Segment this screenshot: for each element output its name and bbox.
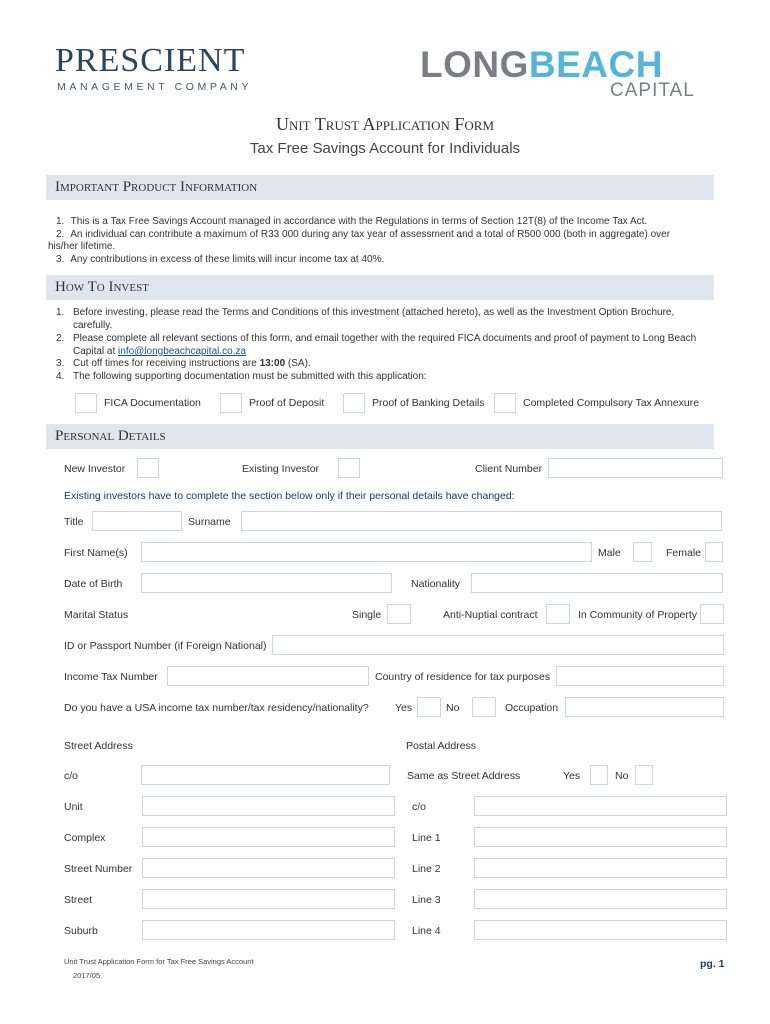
howto-num-2: 2. xyxy=(56,333,65,344)
postal-line3-label: Line 3 xyxy=(412,894,441,906)
same-as-street-label: Same as Street Address xyxy=(407,770,521,782)
proof-deposit-label: Proof of Deposit xyxy=(249,397,325,409)
existing-investor-checkbox[interactable] xyxy=(338,458,360,478)
postal-line4-label: Line 4 xyxy=(412,925,441,937)
howto-item-3 xyxy=(73,358,311,371)
tax-annexure-label: Completed Compulsory Tax Annexure xyxy=(523,397,700,409)
important-heading: Important Product Information xyxy=(55,179,258,195)
longbeach-logo-capital: CAPITAL xyxy=(610,80,695,101)
longbeach-logo-beach: BEACH xyxy=(528,44,663,85)
suburb-label: Suburb xyxy=(64,925,98,937)
income-tax-number-label: Income Tax Number xyxy=(64,671,158,683)
title-label: Title xyxy=(64,516,84,528)
footer-date: 2017/05 xyxy=(73,971,101,980)
proof-deposit-checkbox[interactable] xyxy=(220,393,242,413)
howto-item-2-cont xyxy=(73,346,246,359)
item-text: Any contributions in excess of these limits will incur income tax at 40%. xyxy=(70,254,385,265)
surname-label: Surname xyxy=(188,516,231,528)
footer-doc-title: Unit Trust Application Form for Tax Free Savings Account xyxy=(64,957,254,966)
country-residence-label: Country of residence for tax purposes xyxy=(375,671,551,683)
howto-item-1-cont: carefully. xyxy=(73,320,113,331)
email-link[interactable]: info@longbeachcapital.co.za xyxy=(118,346,247,357)
usa-yes-label: Yes xyxy=(395,702,413,714)
important-item-1 xyxy=(48,216,724,229)
first-names-input[interactable] xyxy=(141,542,592,562)
howto-item-2: Please complete all relevant sections of this form, and email together with the required FICA documents and proof of payment to Long Beach xyxy=(73,333,697,344)
prescient-logo: PRESCIENT xyxy=(55,42,246,79)
dob-label: Date of Birth xyxy=(64,578,123,590)
howto-heading: How To Invest xyxy=(55,279,149,295)
street-input[interactable] xyxy=(142,889,395,909)
occupation-input[interactable] xyxy=(565,697,724,717)
usa-no-label: No xyxy=(446,702,460,714)
important-item-3 xyxy=(48,254,724,267)
postal-line2-input[interactable] xyxy=(474,858,727,878)
same-yes-checkbox[interactable] xyxy=(590,765,608,785)
item-number: 3. xyxy=(56,254,65,265)
single-label: Single xyxy=(352,609,382,621)
single-checkbox[interactable] xyxy=(387,604,411,624)
howto-num-4: 4. xyxy=(56,371,65,382)
occupation-label: Occupation xyxy=(505,702,559,714)
howto-num-3: 3. xyxy=(56,358,65,369)
male-checkbox[interactable] xyxy=(633,542,652,562)
anc-label: Anti-Nuptial contract xyxy=(443,609,538,621)
howto-item-2-text: Capital at xyxy=(73,346,116,357)
complex-label: Complex xyxy=(64,832,106,844)
street-address-heading: Street Address xyxy=(64,740,133,752)
street-number-label: Street Number xyxy=(64,863,133,875)
first-names-label: First Name(s) xyxy=(64,547,128,559)
same-no-checkbox[interactable] xyxy=(635,765,653,785)
important-item-2 xyxy=(48,229,724,242)
nationality-input[interactable] xyxy=(471,573,723,593)
existing-investor-label: Existing Investor xyxy=(242,463,320,475)
existing-investor-note: Existing investors have to complete the section below only if their personal details have changed: xyxy=(64,490,515,502)
page-title: Unit Trust Application Form xyxy=(275,114,495,134)
new-investor-checkbox[interactable] xyxy=(137,458,159,478)
suburb-input[interactable] xyxy=(142,920,395,940)
postal-line3-input[interactable] xyxy=(474,889,727,909)
dob-input[interactable] xyxy=(141,573,392,593)
howto-item-1: Before investing, please read the Terms and Conditions of this investment (attached hereto), as well as the Investment Option Brochure, xyxy=(73,307,675,318)
country-residence-input[interactable] xyxy=(556,666,724,686)
postal-line1-label: Line 1 xyxy=(412,832,441,844)
howto-item-3-text: Cut off times for receiving instructions are xyxy=(73,358,257,369)
female-checkbox[interactable] xyxy=(705,542,723,562)
same-no-label: No xyxy=(615,770,629,782)
howto-item-3-suffix: (SA). xyxy=(287,358,311,369)
street-co-label: c/o xyxy=(64,770,79,782)
item-text: his/her lifetime. xyxy=(48,241,116,252)
same-yes-label: Yes xyxy=(563,770,581,782)
anc-checkbox[interactable] xyxy=(546,604,570,624)
title-input[interactable] xyxy=(92,511,182,531)
item-number: 1. xyxy=(56,216,65,227)
longbeach-logo xyxy=(420,46,663,83)
fica-label: FICA Documentation xyxy=(104,397,201,409)
tax-annexure-checkbox[interactable] xyxy=(494,393,516,413)
unit-input[interactable] xyxy=(142,796,395,816)
postal-address-heading: Postal Address xyxy=(406,740,477,752)
personal-heading: Personal Details xyxy=(55,428,166,444)
id-passport-input[interactable] xyxy=(272,635,724,655)
postal-line4-input[interactable] xyxy=(474,920,727,940)
item-text: This is a Tax Free Savings Account managed in accordance with the Regulations in terms of Section 12T(8) of the Income Tax Act. xyxy=(70,216,648,227)
new-investor-label: New Investor xyxy=(64,463,126,475)
postal-co-input[interactable] xyxy=(474,796,727,816)
usa-yes-checkbox[interactable] xyxy=(417,697,441,717)
howto-num-1: 1. xyxy=(56,307,65,318)
longbeach-logo-long: LONG xyxy=(420,44,529,85)
fica-checkbox[interactable] xyxy=(75,393,97,413)
item-text: An individual can contribute a maximum of R33 000 during any tax year of assessment and a total of R500 000 (both in aggregate) over xyxy=(70,229,671,240)
usa-question-label: Do you have a USA income tax number/tax residency/nationality? xyxy=(64,702,369,714)
postal-line2-label: Line 2 xyxy=(412,863,441,875)
client-number-label: Client Number xyxy=(475,463,543,475)
male-label: Male xyxy=(598,547,621,559)
important-item-2-cont xyxy=(48,241,724,254)
postal-line1-input[interactable] xyxy=(474,827,727,847)
icop-checkbox[interactable] xyxy=(700,604,724,624)
howto-item-4: The following supporting documentation must be submitted with this application: xyxy=(73,371,427,382)
nationality-label: Nationality xyxy=(411,578,461,590)
surname-input[interactable] xyxy=(241,511,722,531)
female-label: Female xyxy=(666,547,702,559)
client-number-input[interactable] xyxy=(548,458,723,478)
proof-banking-checkbox[interactable] xyxy=(343,393,365,413)
page-subtitle: Tax Free Savings Account for Individuals xyxy=(249,140,521,157)
item-number: 2. xyxy=(56,229,65,240)
street-number-input[interactable] xyxy=(142,858,395,878)
usa-no-checkbox[interactable] xyxy=(472,697,496,717)
prescient-logo-subtitle: MANAGEMENT COMPANY xyxy=(57,81,253,93)
street-label: Street xyxy=(64,894,93,906)
postal-co-label: c/o xyxy=(412,801,427,813)
id-passport-label: ID or Passport Number (if Foreign National) xyxy=(64,640,267,652)
marital-status-label: Marital Status xyxy=(64,609,129,621)
page-number: pg. 1 xyxy=(700,958,725,970)
income-tax-number-input[interactable] xyxy=(167,666,369,686)
icop-label: In Community of Property xyxy=(578,609,698,621)
unit-label: Unit xyxy=(64,801,83,813)
proof-banking-label: Proof of Banking Details xyxy=(372,397,485,409)
complex-input[interactable] xyxy=(142,827,395,847)
cutoff-time: 13:00 xyxy=(259,358,286,369)
street-co-input[interactable] xyxy=(141,765,390,785)
